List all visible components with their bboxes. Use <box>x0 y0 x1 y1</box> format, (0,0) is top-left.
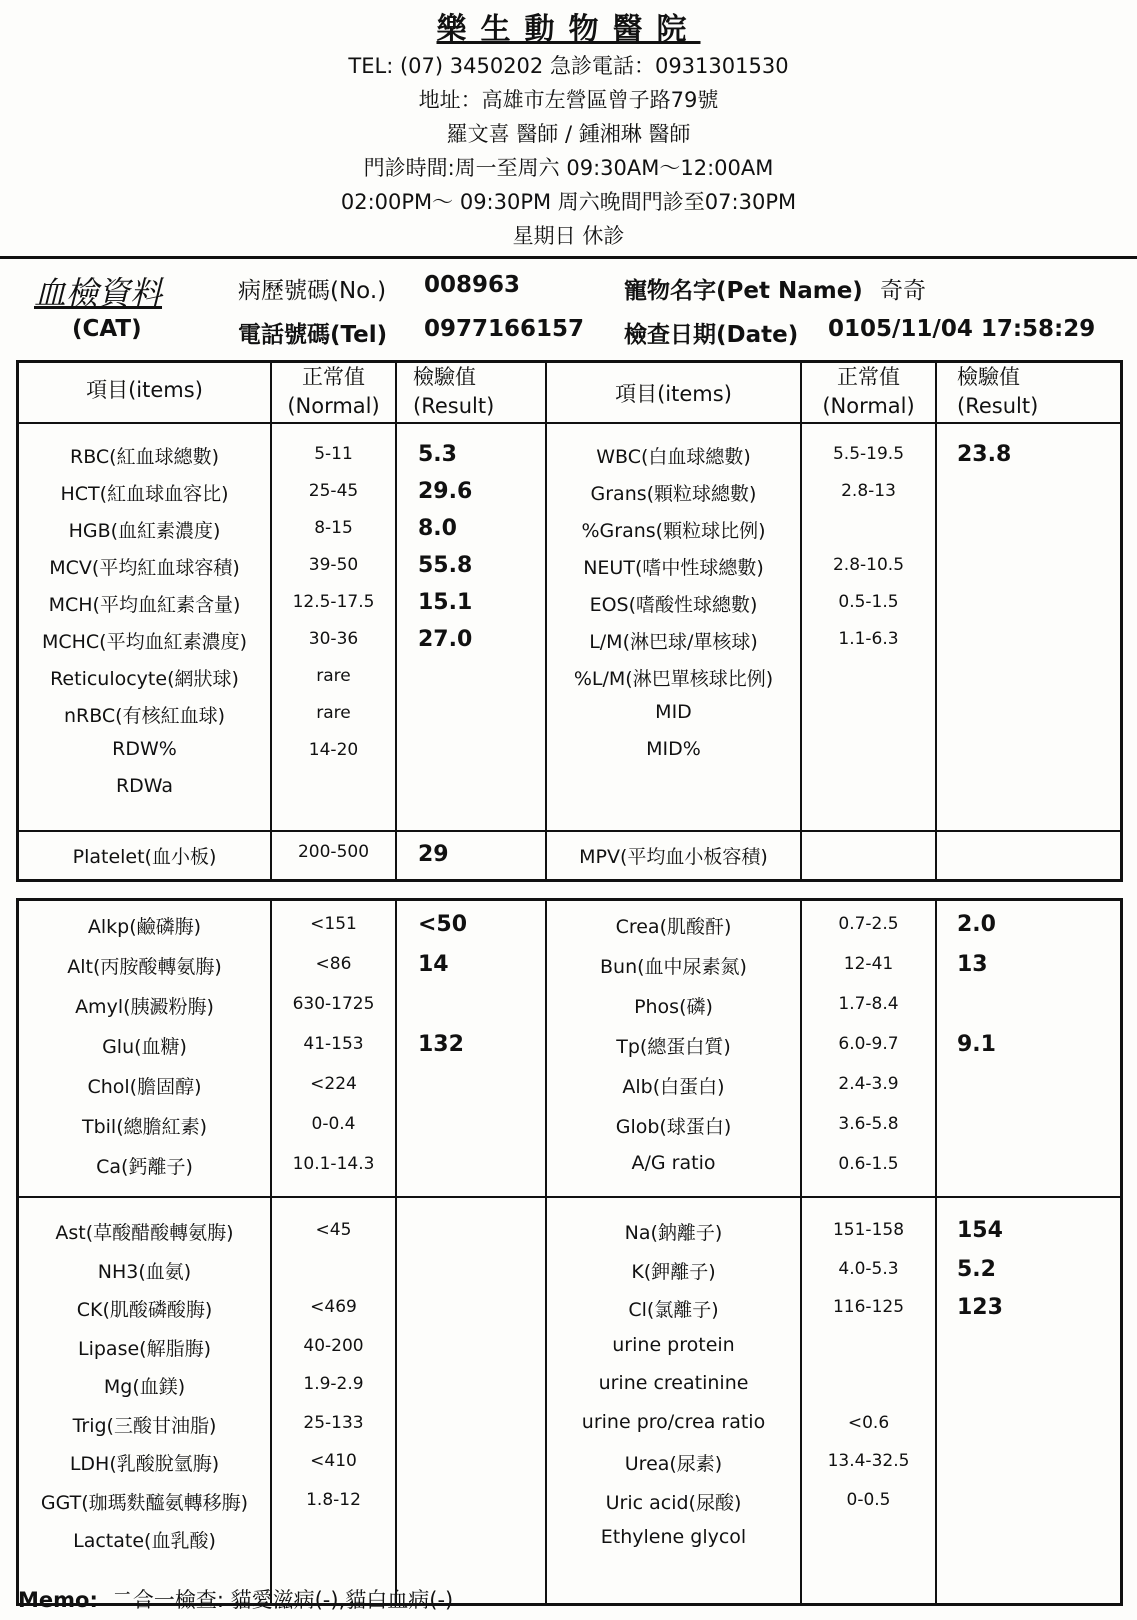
col-divider <box>545 360 547 882</box>
normal-range: <469 <box>310 1297 357 1317</box>
header-items-left: 項目(items) <box>86 378 203 402</box>
test-item-name: L/M(淋巴球/單核球) <box>589 631 758 653</box>
clinic-phone: TEL: (07) 3450202 急診電話：0931301530 <box>348 54 789 78</box>
header-normal-left <box>272 363 395 421</box>
normal-range: rare <box>316 703 351 723</box>
header-result-left <box>397 363 545 421</box>
normal-range: 200-500 <box>297 842 370 862</box>
test-item-name: CK(肌酸磷酸脢) <box>76 1299 213 1321</box>
clinic-address: 地址：高雄市左營區曾子路79號 <box>418 88 719 112</box>
header-result-right-zh: 檢驗值 <box>957 365 1020 389</box>
normal-range: 12-41 <box>843 954 894 974</box>
normal-range: 0-0.5 <box>846 1489 891 1510</box>
result-value: 123 <box>957 1295 1003 1320</box>
header-items-right: 項目(items) <box>615 382 732 406</box>
tel-label: 電話號碼(Tel) <box>238 322 388 348</box>
test-item-name: Tbil(總膽紅素) <box>81 1116 208 1138</box>
test-item-name: Platelet(血小板) <box>72 846 217 868</box>
result-value: 13 <box>957 952 988 977</box>
memo-label: Memo: <box>18 1588 98 1612</box>
normal-range: 2.8-13 <box>841 481 896 501</box>
result-value: 9.1 <box>957 1032 996 1057</box>
header-result-left-zh: 檢驗值 <box>413 365 476 389</box>
normal-range: 5-11 <box>314 444 353 464</box>
test-item-name: %L/M(淋巴單核球比例) <box>573 668 774 690</box>
record-number: 008963 <box>424 272 521 298</box>
normal-range: 4.0-5.3 <box>838 1258 899 1279</box>
header-result-right <box>937 363 1120 421</box>
col-divider <box>395 360 397 882</box>
pet-name-label: 寵物名字(Pet Name) <box>624 278 863 304</box>
normal-range: 25-45 <box>308 481 359 501</box>
normal-range: 1.7-8.4 <box>838 994 899 1014</box>
exam-date: 0105/11/04 17:58:29 <box>828 316 1096 342</box>
test-item-name: MPV(平均血小板容積) <box>579 846 768 868</box>
col-divider <box>935 898 937 1606</box>
normal-range: <45 <box>315 1220 352 1240</box>
test-item-name: RBC(紅血球總數) <box>70 446 219 468</box>
test-item-name: Uric acid(尿酸) <box>605 1491 742 1514</box>
col-divider <box>395 898 397 1606</box>
species: (CAT) <box>72 316 142 342</box>
test-item-name: WBC(白血球總數) <box>596 446 751 468</box>
test-item-name: Glob(球蛋白) <box>615 1116 732 1138</box>
header-result-left-en: (Result) <box>413 394 495 418</box>
test-item-name: Tp(總蛋白質) <box>616 1036 731 1058</box>
normal-range: 1.8-12 <box>306 1489 361 1510</box>
chemistry-section-divider <box>16 1196 1123 1198</box>
test-item-name: K(鉀離子) <box>631 1260 716 1283</box>
result-value: 5.3 <box>418 442 457 467</box>
test-item-name: MCH(平均血紅素含量) <box>48 594 241 616</box>
test-item-name: Mg(血鎂) <box>103 1376 186 1398</box>
test-item-name: Na(鈉離子) <box>624 1222 723 1244</box>
platelet-divider <box>16 830 1123 832</box>
normal-range: 10.1-14.3 <box>292 1154 375 1174</box>
pet-name: 奇奇 <box>880 278 926 304</box>
memo-text: 二合一檢查: 貓愛滋病(-),貓白血病(-) <box>111 1588 454 1612</box>
test-item-name: RDWa <box>115 775 174 797</box>
test-item-name: HCT(紅血球血容比) <box>60 483 229 505</box>
result-value: 154 <box>957 1218 1003 1243</box>
header-normal-right-zh: 正常值 <box>837 365 900 389</box>
clinic-hours-1: 門診時間:周一至周六 09:30AM～12:00AM <box>363 156 774 180</box>
normal-range: <151 <box>310 914 357 934</box>
result-value: 29.6 <box>418 479 473 504</box>
header-result-right-en: (Result) <box>957 394 1039 418</box>
test-item-name: Glu(血糖) <box>102 1036 187 1058</box>
normal-range: 0.5-1.5 <box>838 592 899 612</box>
report-title: 血檢資料 <box>34 274 163 312</box>
test-item-name: Lactate(血乳酸) <box>73 1530 216 1552</box>
test-item-name: Trig(三酸甘油脂) <box>72 1414 217 1437</box>
result-value: 27.0 <box>418 627 473 652</box>
clinic-hours-3: 星期日 休診 <box>512 224 625 248</box>
normal-range: <0.6 <box>847 1412 890 1433</box>
test-item-name: Lipase(解脂脢) <box>78 1337 211 1360</box>
normal-range: 5.5-19.5 <box>832 444 905 464</box>
result-value: 14 <box>418 952 449 977</box>
result-value: 15.1 <box>418 590 473 615</box>
normal-range: 8-15 <box>314 518 353 538</box>
test-item-name: NH3(血氨) <box>97 1260 192 1283</box>
test-item-name: MCV(平均紅血球容積) <box>49 557 240 579</box>
test-item-name: MID <box>655 701 692 723</box>
test-item-name: Cl(氯離子) <box>628 1299 719 1321</box>
normal-range: 12.5-17.5 <box>292 592 375 612</box>
test-item-name: Urea(尿素) <box>624 1453 723 1475</box>
normal-range: <86 <box>315 954 352 974</box>
header-normal-left-zh: 正常值 <box>302 365 365 389</box>
normal-range: 3.6-5.8 <box>838 1114 899 1134</box>
test-item-name: urine pro/crea ratio <box>581 1410 766 1433</box>
test-item-name: urine protein <box>612 1333 735 1356</box>
normal-range: 30-36 <box>308 629 359 649</box>
normal-range: 0-0.4 <box>311 1114 356 1134</box>
normal-range: 1.1-6.3 <box>838 629 899 649</box>
test-item-name: NEUT(嗜中性球總數) <box>583 557 764 579</box>
result-value: 23.8 <box>957 442 1012 467</box>
cbc-table <box>16 360 1123 882</box>
result-value: 132 <box>418 1032 464 1057</box>
test-item-name: MID% <box>646 738 701 760</box>
normal-range: 630-1725 <box>292 994 375 1014</box>
normal-range: 151-158 <box>832 1220 905 1240</box>
test-item-name: Amyl(胰澱粉脢) <box>75 996 214 1018</box>
cbc-header-divider <box>16 422 1123 424</box>
test-item-name: Chol(膽固醇) <box>87 1076 202 1098</box>
normal-range: rare <box>316 666 351 686</box>
normal-range: 39-50 <box>308 555 359 575</box>
test-item-name: EOS(嗜酸性球總數) <box>589 594 758 616</box>
test-item-name: MCHC(平均血紅素濃度) <box>41 631 248 653</box>
result-value: 8.0 <box>418 516 457 541</box>
clinic-hours-2: 02:00PM～ 09:30PM 周六晚間門診至07:30PM <box>340 190 797 214</box>
test-item-name: A/G ratio <box>631 1152 716 1174</box>
normal-range: 40-200 <box>303 1335 364 1356</box>
header-divider <box>0 256 1137 259</box>
normal-range: 41-153 <box>303 1034 364 1054</box>
normal-range: 0.6-1.5 <box>838 1154 899 1174</box>
normal-range: 1.9-2.9 <box>303 1374 364 1394</box>
result-value: 29 <box>418 842 449 867</box>
col-divider <box>935 360 937 882</box>
normal-range: 116-125 <box>832 1297 905 1317</box>
header-normal-left-en: (Normal) <box>287 394 380 418</box>
normal-range: 25-133 <box>303 1412 364 1433</box>
test-item-name: HGB(血紅素濃度) <box>68 520 221 542</box>
col-divider <box>270 360 272 882</box>
test-item-name: %Grans(顆粒球比例) <box>581 520 766 542</box>
test-item-name: Grans(顆粒球總數) <box>590 483 757 505</box>
normal-range: 2.8-10.5 <box>832 555 905 575</box>
test-item-name: Ca(鈣離子) <box>96 1156 193 1178</box>
clinic-doctors: 羅文喜 醫師 / 鍾湘琳 醫師 <box>446 122 691 146</box>
test-item-name: GGT(珈瑪麩醯氨轉移脢) <box>40 1491 249 1514</box>
test-item-name: Reticulocyte(網狀球) <box>50 668 239 690</box>
normal-range: 14-20 <box>308 740 359 760</box>
normal-range: 13.4-32.5 <box>827 1451 910 1471</box>
tel-number: 0977166157 <box>424 316 585 342</box>
col-divider <box>800 360 802 882</box>
normal-range: 0.7-2.5 <box>838 914 899 934</box>
result-value: 55.8 <box>418 553 473 578</box>
date-label: 檢查日期(Date) <box>624 322 799 348</box>
normal-range: 2.4-3.9 <box>838 1074 899 1094</box>
record-label: 病歷號碼(No.) <box>238 278 387 304</box>
test-item-name: Phos(磷) <box>634 996 713 1018</box>
result-value: 5.2 <box>957 1256 996 1282</box>
header-normal-right-en: (Normal) <box>822 394 915 418</box>
clinic-name: 樂生動物醫院 <box>436 12 701 47</box>
test-item-name: Alb(白蛋白) <box>622 1076 725 1098</box>
test-item-name: Bun(血中尿素氮) <box>600 956 747 978</box>
result-value: <50 <box>418 912 468 937</box>
test-item-name: LDH(乳酸脫氫脢) <box>69 1453 220 1475</box>
memo <box>18 1584 453 1614</box>
test-item-name: Ast(草酸醋酸轉氨脢) <box>55 1222 234 1244</box>
test-item-name: urine creatinine <box>598 1372 749 1394</box>
test-item-name: Crea(肌酸酐) <box>615 916 732 938</box>
test-item-name: Alkp(鹼磷脢) <box>87 916 202 938</box>
header-normal-right <box>802 363 935 421</box>
test-item-name: Alt(丙胺酸轉氨脢) <box>67 956 222 978</box>
result-value: 2.0 <box>957 912 996 937</box>
normal-range: <224 <box>310 1074 357 1094</box>
test-item-name: nRBC(有核紅血球) <box>63 705 226 727</box>
test-item-name: RDW% <box>112 738 177 760</box>
normal-range: <410 <box>310 1451 357 1471</box>
test-item-name: Ethylene glycol <box>600 1526 747 1548</box>
normal-range: 6.0-9.7 <box>838 1034 899 1054</box>
